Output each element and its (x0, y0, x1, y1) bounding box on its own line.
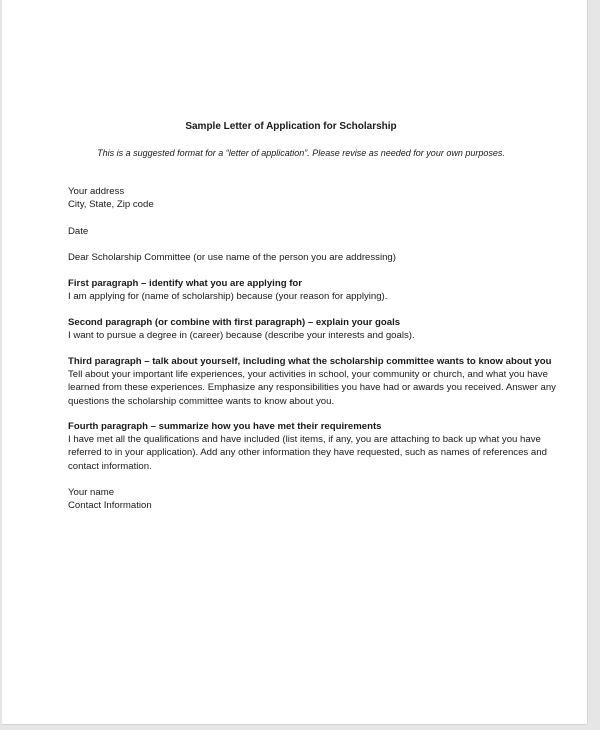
salutation-text: Dear Scholarship Committee (or use name of the person you are addressing) (68, 252, 396, 263)
paragraph-4 (68, 420, 588, 473)
date-text: Date (68, 226, 89, 237)
document-subtitle: This is a suggested format for a “letter of application”. Please revise as needed for your own purposes. (97, 148, 505, 158)
address-line-2: City, State, Zip code (68, 199, 154, 211)
paragraph-heading: Third paragraph – talk about yourself, including what the scholarship committee wants to know about you (68, 356, 552, 367)
letter-date (68, 225, 588, 238)
paragraph-2 (68, 316, 588, 342)
paragraph-heading: First paragraph – identify what you are applying for (68, 278, 303, 289)
closing-name: Your name (68, 487, 115, 498)
paragraph-line: questions the scholarship committee wants to know about you. (68, 395, 335, 407)
paragraph-heading: Second paragraph (or combine with first paragraph) – explain your goals (68, 317, 401, 328)
paragraph-line: contact information. (68, 460, 152, 472)
paragraph-line: learned from these experiences. Emphasize any responsibilities you have had or awards you received. Answer any (68, 382, 556, 394)
salutation (68, 251, 588, 264)
document-title: Sample Letter of Application for Scholarship (185, 121, 397, 132)
closing (68, 486, 588, 512)
paragraph-line: Tell about your important life experiences, your activities in school, your community or church, and what you have (68, 369, 548, 381)
closing-contact: Contact Information (68, 500, 152, 512)
paragraph-line: referred to in your application). Add any other information they have requested, such as names of references and (68, 447, 547, 459)
sender-address (68, 185, 588, 211)
paragraph-line: I want to pursue a degree in (career) because (describe your interests and goals). (68, 330, 415, 342)
paragraph-line: I am applying for (name of scholarship) because (your reason for applying). (68, 291, 388, 303)
paragraph-line: I have met all the qualifications and have included (list items, if any, you are attaching to back up what you have (68, 434, 541, 446)
paragraph-3 (68, 355, 588, 408)
address-line-1: Your address (68, 186, 125, 197)
document-page (2, 0, 587, 724)
paragraph-heading: Fourth paragraph – summarize how you have met their requirements (68, 421, 382, 432)
paragraph-1 (68, 277, 588, 303)
